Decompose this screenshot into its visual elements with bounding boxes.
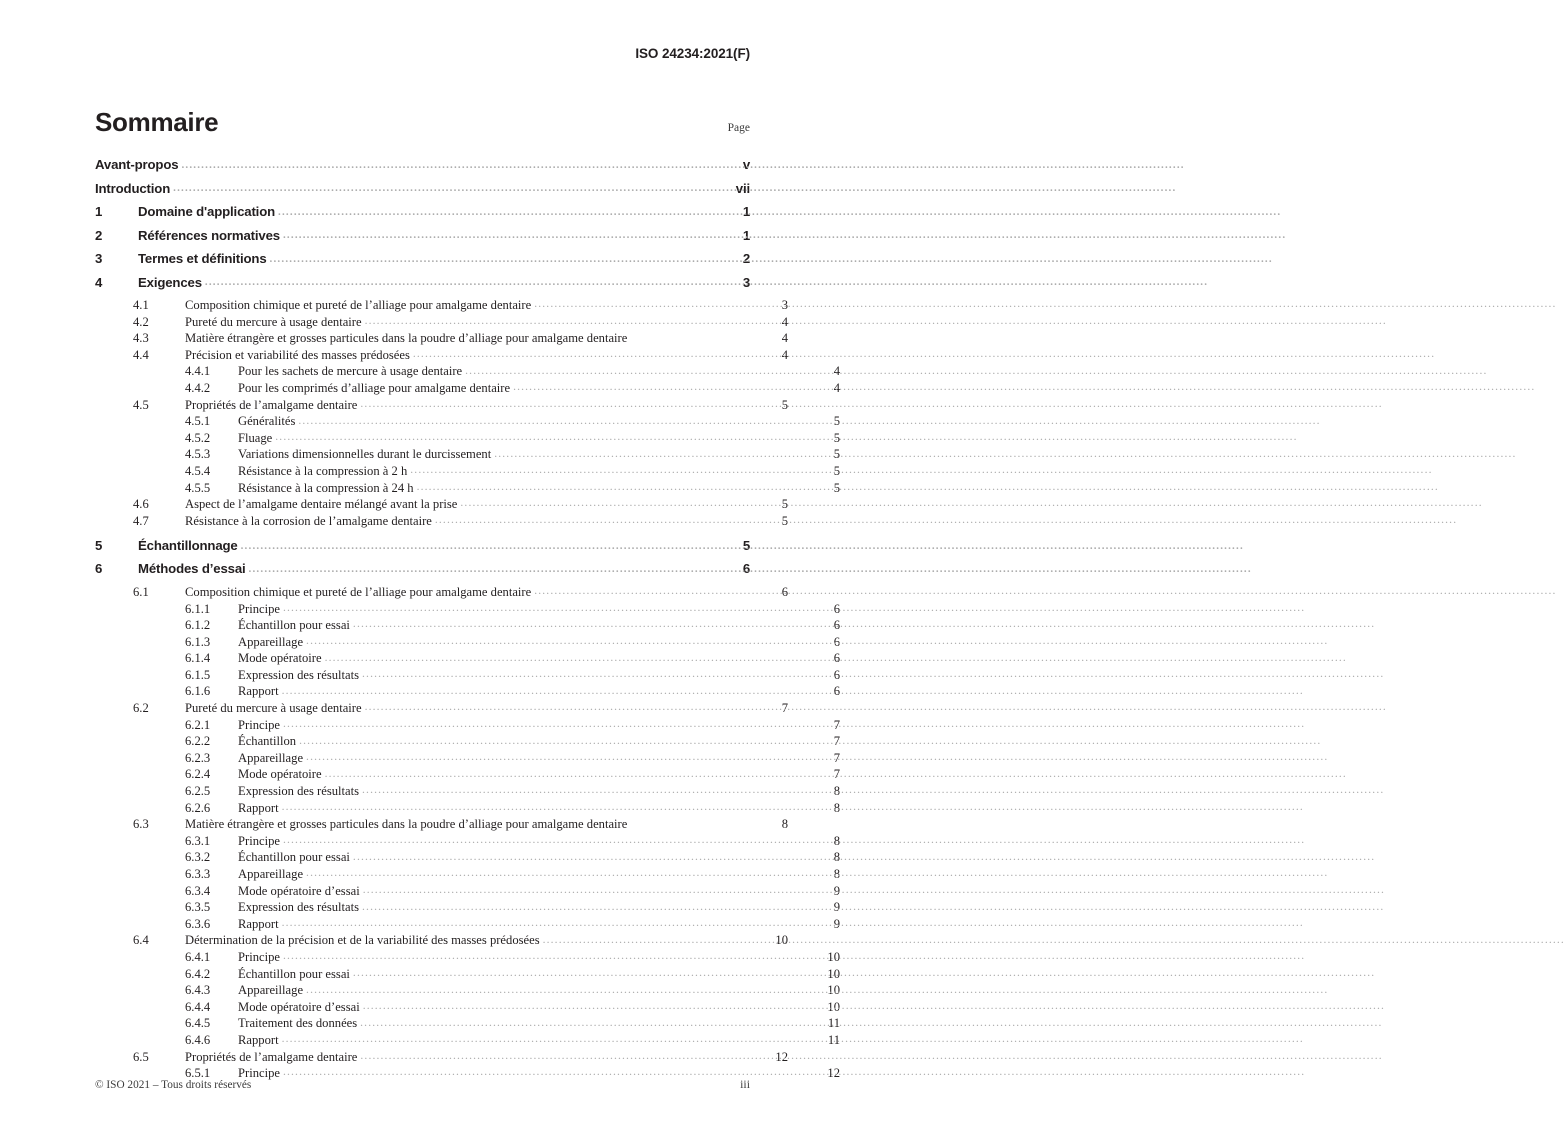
toc-entry-dot-leader	[283, 836, 822, 849]
toc-entry-page-number: 12	[775, 1049, 788, 1064]
toc-entry-number: 4.5.1	[185, 414, 211, 429]
toc-entry-number: 6.3.3	[185, 867, 211, 881]
toc-entry[interactable]	[95, 381, 840, 396]
toc-entry-number: 6.5	[133, 1049, 149, 1064]
toc-entry-dot-leader	[241, 540, 732, 553]
toc-entry-page-number: 3	[781, 298, 788, 312]
toc-entry-number: 6.1.6	[185, 684, 211, 699]
toc-entry-label: Expression des résultats	[238, 900, 360, 915]
toc-entry-page-number: 8	[781, 817, 788, 832]
toc-entry-page-number: 9	[833, 900, 840, 915]
toc-entry[interactable]	[95, 298, 788, 313]
toc-entry-number: 6.1.4	[185, 651, 211, 666]
toc-entry-page-number: 5	[742, 537, 750, 553]
toc-entry-dot-leader	[534, 587, 770, 600]
toc-entry-label: Rapport	[238, 916, 279, 931]
toc-entry-page-number: 1	[742, 227, 750, 243]
toc-entry-page-number: 5	[781, 397, 788, 412]
toc-entry-number: 4.4.1	[185, 364, 211, 379]
toc-entry[interactable]	[95, 668, 840, 683]
toc-entry-page-number: 6	[833, 618, 840, 633]
toc-entry-page-number: 6	[742, 561, 750, 577]
toc-entry[interactable]	[95, 967, 840, 982]
toc-entry-number: 6.4.1	[185, 949, 211, 964]
toc-entry-dot-leader	[360, 400, 770, 413]
toc-entry-dot-leader	[362, 670, 822, 683]
toc-entry[interactable]	[95, 933, 788, 948]
page-title: Sommaire	[95, 107, 219, 137]
toc-entry-dot-leader	[306, 637, 822, 650]
toc-entry-label: Échantillonnage	[138, 537, 238, 553]
toc-entry-label: Appareillage	[238, 634, 304, 649]
toc-entry-page-number: 10	[827, 949, 840, 964]
toc-entry[interactable]	[95, 884, 840, 899]
toc-entry-dot-leader	[306, 753, 822, 766]
toc-entry-page-number: 5	[781, 513, 788, 528]
toc-entry-dot-leader	[363, 1002, 822, 1015]
toc-entry-page-number: 6	[781, 584, 788, 599]
toc-entry[interactable]	[95, 157, 750, 172]
toc-entry-number: 6.2.5	[185, 784, 211, 799]
toc-entry-label: Appareillage	[238, 867, 304, 881]
toc-entry[interactable]	[95, 398, 788, 413]
toc-entry-dot-leader	[494, 449, 822, 462]
document-footer	[95, 1077, 750, 1092]
toc-entry-page-number: 8	[833, 784, 840, 799]
toc-entry[interactable]	[95, 602, 840, 617]
toc-entry-number: 6.2.3	[185, 750, 211, 765]
toc-entry[interactable]	[95, 900, 840, 915]
toc-entry-page-number: 8	[833, 867, 840, 881]
toc-entry-dot-leader	[325, 769, 822, 782]
toc-entry-dot-leader	[275, 433, 822, 446]
toc-entry-page-number: 8	[833, 833, 840, 848]
toc-entry-label: Principe	[238, 717, 280, 732]
toc-entry-number: 4.5	[133, 397, 149, 412]
toc-entry-number: 6.1.1	[185, 601, 211, 616]
toc-entry[interactable]	[95, 585, 788, 600]
toc-entry-page-number: 8	[833, 850, 840, 865]
toc-entry[interactable]	[95, 561, 750, 576]
toc-entry[interactable]	[95, 701, 788, 716]
toc-entry-number: 4.5.2	[185, 430, 211, 445]
toc-entry[interactable]	[95, 251, 750, 266]
toc-entry-dot-leader	[630, 333, 770, 346]
toc-entry-label: Résistance à la compression à 2 h	[238, 463, 408, 478]
toc-entry-number: 6.2.6	[185, 800, 211, 815]
toc-entry-dot-leader	[362, 786, 822, 799]
toc-entry-dot-leader	[299, 736, 822, 749]
toc-entry[interactable]	[95, 817, 788, 832]
toc-entry-number: 4.5.5	[185, 480, 211, 495]
toc-entry-label: Expression des résultats	[238, 667, 360, 682]
toc-entry-dot-leader	[630, 819, 770, 832]
toc-entry-dot-leader	[353, 620, 822, 633]
toc-entry-page-number: 11	[827, 1032, 840, 1047]
toc-entry-label: Appareillage	[238, 983, 304, 998]
toc-entry-number: 6.3.2	[185, 850, 211, 865]
toc-entry[interactable]	[95, 1033, 840, 1048]
toc-entry-dot-leader	[325, 653, 822, 666]
toc-entry-page-number: 5	[833, 447, 840, 462]
toc-entry-label: Méthodes d’essai	[138, 561, 246, 577]
toc-entry[interactable]	[95, 651, 840, 666]
toc-entry-page-number: 9	[833, 883, 840, 898]
toc-entry-number: 6.2.4	[185, 767, 211, 782]
toc-entry-page-number: 10	[827, 983, 840, 998]
toc-entry-label: Principe	[238, 833, 280, 848]
toc-entry-dot-leader	[298, 416, 822, 429]
toc-entry-number: 6.1.2	[185, 618, 211, 633]
toc-entry-dot-leader	[282, 803, 822, 816]
toc-entry[interactable]	[95, 684, 840, 699]
toc-entry[interactable]	[95, 204, 750, 219]
toc-entry[interactable]	[95, 275, 750, 290]
toc-entry-page-number: 3	[742, 274, 750, 290]
toc-entry-label: Traitement des données	[238, 1016, 358, 1031]
toc-entry[interactable]	[95, 414, 840, 429]
toc-entry[interactable]	[95, 447, 840, 462]
toc-entry-page-number: 7	[833, 717, 840, 732]
toc-entry-number: 4.2	[133, 314, 149, 329]
toc-entry-dot-leader	[306, 985, 822, 998]
toc-entry[interactable]	[95, 181, 750, 196]
toc-entry-dot-leader	[363, 886, 822, 899]
toc-entry-label: Variations dimensionnelles durant le durcissement	[238, 447, 492, 462]
toc-entry-number: 6.4.5	[185, 1016, 211, 1031]
toc-entry-label: Aspect de l’amalgame dentaire mélangé avant la prise	[185, 497, 458, 512]
toc-entry-label: Détermination de la précision et de la variabilité des masses prédosées	[185, 933, 540, 948]
footer-page-number: iii	[740, 1077, 750, 1091]
toc-entry-number: 4.6	[133, 497, 149, 512]
toc-entry-label: Exigences	[138, 274, 202, 290]
toc-entry-page-number: 6	[833, 667, 840, 682]
toc-entry[interactable]	[95, 1050, 788, 1065]
toc-entry-page-number: 9	[833, 916, 840, 931]
toc-entry-dot-leader	[249, 564, 732, 577]
toc-entry[interactable]	[95, 364, 840, 379]
toc-entry-number: 4.4.2	[185, 380, 211, 395]
toc-entry[interactable]	[95, 431, 840, 446]
toc-entry[interactable]	[95, 331, 788, 346]
toc-entry-label: Rapport	[238, 800, 279, 815]
toc-entry-dot-leader	[513, 383, 822, 396]
toc-entry-dot-leader	[360, 1018, 822, 1031]
footer-copyright: © ISO 2021 – Tous droits réservés	[95, 1079, 252, 1091]
toc-entry-page-number: 4	[833, 380, 840, 395]
toc-entry-dot-leader	[435, 516, 770, 529]
toc-entry-label: Mode opératoire d’essai	[238, 999, 360, 1014]
toc-entry-dot-leader	[173, 183, 732, 196]
toc-entry-dot-leader	[283, 952, 822, 965]
toc-entry-number: 6.3.1	[185, 833, 211, 848]
toc-entry-page-number: 5	[833, 414, 840, 429]
toc-entry-page-number: 10	[827, 999, 840, 1014]
toc-entry-label: Mode opératoire	[238, 651, 322, 666]
toc-entry[interactable]	[95, 1016, 840, 1031]
toc-entry-number: 6.4.3	[185, 983, 211, 998]
toc-entry[interactable]	[95, 497, 788, 512]
toc-entry-page-number: 12	[827, 1066, 840, 1081]
toc-entry[interactable]	[95, 348, 788, 363]
toc-entry-dot-leader	[360, 1052, 770, 1065]
toc-entry-label: Résistance à la corrosion de l’amalgame dentaire	[185, 513, 432, 528]
toc-entry-label: Échantillon pour essai	[238, 618, 350, 633]
toc-entry-number: 4.1	[133, 298, 149, 312]
toc-entry-label: Références normatives	[138, 227, 280, 243]
toc-entry-label: Précision et variabilité des masses prédosées	[185, 347, 410, 362]
toc-entry-page-number: 5	[833, 463, 840, 478]
toc-entry-label: Expression des résultats	[238, 784, 360, 799]
toc-entry-dot-leader	[353, 969, 822, 982]
toc-entry[interactable]	[95, 618, 840, 633]
toc-entry-page-number: 7	[833, 750, 840, 765]
toc-entry-number: 6.1.3	[185, 634, 211, 649]
toc-entry-number: 2	[95, 227, 103, 243]
toc-entry-label: Pour les comprimés d’alliage pour amalgame dentaire	[238, 380, 511, 395]
toc-entry-dot-leader	[283, 604, 822, 617]
toc-entry-dot-leader	[181, 159, 732, 172]
toc-entry[interactable]	[95, 464, 840, 479]
toc-entry-page-number: 7	[833, 734, 840, 749]
toc-entry-number: 6.3.6	[185, 916, 211, 931]
toc-entry-dot-leader	[270, 253, 732, 266]
toc-entry-label: Termes et définitions	[138, 251, 267, 266]
toc-entry-page-number: 6	[833, 651, 840, 666]
toc-entry-dot-leader	[362, 902, 822, 915]
toc-entry-dot-leader	[410, 466, 822, 479]
toc-entry[interactable]	[95, 834, 840, 849]
toc-entry[interactable]	[95, 635, 840, 650]
toc-entry[interactable]	[95, 917, 840, 932]
toc-entry-number: 4.7	[133, 513, 149, 528]
toc-entry-number: 6.4	[133, 933, 149, 948]
toc-entry-number: 6.3.5	[185, 900, 211, 915]
toc-entry-page-number: 2	[742, 251, 750, 266]
toc-entry-label: Rapport	[238, 684, 279, 699]
toc-entry-page-number: 4	[781, 331, 788, 346]
toc-entry-label: Pureté du mercure à usage dentaire	[185, 314, 362, 329]
toc-entry-number: 5	[95, 537, 103, 553]
toc-entry-number: 6.4.2	[185, 966, 211, 981]
toc-entry[interactable]	[95, 734, 840, 749]
toc-entry-number: 4	[95, 274, 103, 290]
toc-entry-page-number: vii	[735, 180, 750, 196]
toc-entry-label: Mode opératoire d’essai	[238, 883, 360, 898]
toc-entry-number: 4.4	[133, 347, 149, 362]
toc-entry-page-number: 10	[775, 933, 788, 948]
toc-entry[interactable]	[95, 784, 840, 799]
toc-entry[interactable]	[95, 983, 840, 998]
toc-entry-number: 6.1	[133, 584, 149, 599]
toc-entry-page-number: 4	[781, 347, 788, 362]
toc-title-row	[95, 107, 750, 138]
toc-entry-page-number: 6	[833, 684, 840, 699]
toc-entry-number: 6.2.2	[185, 734, 211, 749]
toc-entry-number: 6.2.1	[185, 717, 211, 732]
toc-entry-label: Composition chimique et pureté de l’alliage pour amalgame dentaire	[185, 584, 532, 599]
toc-entry[interactable]	[95, 315, 788, 330]
toc-entry-number: 6.3.4	[185, 883, 211, 898]
toc-entry-page-number: 5	[833, 430, 840, 445]
toc-entry-label: Principe	[238, 949, 280, 964]
table-of-contents	[95, 157, 840, 1083]
toc-entry-page-number: 10	[827, 966, 840, 981]
toc-entry-number: 6.5.1	[185, 1066, 211, 1081]
document-header-standard-reference: ISO 24234:2021(F)	[635, 46, 750, 61]
toc-entry-number: 6.3	[133, 817, 149, 832]
toc-entry-number: 6	[95, 561, 103, 577]
toc-entry-label: Propriétés de l’amalgame dentaire	[185, 1049, 358, 1064]
toc-entry[interactable]	[95, 718, 840, 733]
toc-entry-dot-leader	[306, 869, 822, 882]
toc-entry-label: Propriétés de l’amalgame dentaire	[185, 397, 358, 412]
toc-entry-dot-leader	[465, 366, 822, 379]
toc-entry-page-number: 6	[833, 601, 840, 616]
toc-entry-dot-leader	[282, 686, 822, 699]
toc-entry-dot-leader	[353, 852, 822, 865]
toc-entry[interactable]	[95, 514, 788, 529]
toc-entry-number: 4.5.4	[185, 463, 211, 478]
toc-entry-dot-leader	[282, 1035, 822, 1048]
toc-entry-page-number: 4	[781, 314, 788, 329]
toc-entry-label: Généralités	[238, 414, 296, 429]
toc-entry-label: Pour les sachets de mercure à usage dentaire	[238, 364, 463, 379]
toc-entry[interactable]	[95, 481, 840, 496]
toc-entry-page-number: 7	[781, 701, 788, 716]
toc-entry-page-number: 5	[833, 480, 840, 495]
toc-entry-number: 6.2	[133, 701, 149, 716]
toc-entry-label: Échantillon	[238, 734, 297, 749]
toc-entry-dot-leader	[460, 499, 770, 512]
toc-entry-label: Domaine d'application	[138, 204, 276, 219]
toc-entry-page-number: 6	[833, 634, 840, 649]
toc-entry-label: Pureté du mercure à usage dentaire	[185, 701, 362, 716]
toc-entry-dot-leader	[278, 206, 732, 219]
toc-entry-page-number: 7	[833, 767, 840, 782]
toc-entry-page-number: v	[742, 157, 750, 172]
toc-entry-label: Échantillon pour essai	[238, 850, 350, 865]
toc-entry-dot-leader	[365, 703, 770, 716]
toc-entry-label: Échantillon pour essai	[238, 966, 350, 981]
toc-entry-dot-leader	[205, 277, 732, 290]
toc-entry-dot-leader	[413, 350, 770, 363]
toc-entry[interactable]	[95, 867, 840, 882]
toc-entry-label: Introduction	[95, 180, 171, 196]
toc-entry-dot-leader	[534, 300, 770, 313]
toc-entry-number: 6.4.4	[185, 999, 211, 1014]
toc-entry-dot-leader	[283, 720, 822, 733]
toc-entry[interactable]	[95, 228, 750, 243]
toc-entry-page-number: 4	[833, 364, 840, 379]
toc-entry-number: 4.5.3	[185, 447, 211, 462]
toc-entry[interactable]	[95, 538, 750, 553]
toc-entry-label: Résistance à la compression à 24 h	[238, 480, 414, 495]
toc-entry-label: Avant-propos	[95, 157, 179, 172]
toc-entry[interactable]	[95, 767, 840, 782]
toc-entry-dot-leader	[282, 919, 822, 932]
toc-entry[interactable]	[95, 801, 840, 816]
toc-entry-label: Fluage	[238, 430, 273, 445]
toc-entry-label: Principe	[238, 1066, 280, 1081]
toc-entry-label: Rapport	[238, 1032, 279, 1047]
toc-entry-number: 1	[95, 204, 103, 219]
toc-entry-number: 6.4.6	[185, 1032, 211, 1047]
toc-entry-label: Mode opératoire	[238, 767, 322, 782]
toc-entry[interactable]	[95, 1000, 840, 1015]
toc-entry-dot-leader	[417, 483, 822, 496]
toc-entry-label: Matière étrangère et grosses particules dans la poudre d’alliage pour amalgame dentaire	[185, 331, 628, 346]
toc-entry-dot-leader	[283, 230, 732, 243]
toc-entry-label: Matière étrangère et grosses particules dans la poudre d’alliage pour amalgame dentaire	[185, 817, 628, 832]
toc-entry[interactable]	[95, 751, 840, 766]
toc-entry-number: 3	[95, 251, 103, 266]
toc-entry-label: Appareillage	[238, 750, 304, 765]
toc-entry-label: Principe	[238, 601, 280, 616]
page-column-header: Page	[727, 122, 750, 134]
toc-entry-dot-leader	[543, 935, 770, 948]
toc-entry-page-number: 5	[781, 497, 788, 512]
toc-entry-page-number: 1	[742, 204, 750, 219]
toc-entry-dot-leader	[365, 317, 770, 330]
toc-entry[interactable]	[95, 950, 840, 965]
toc-entry-page-number: 11	[827, 1016, 840, 1031]
toc-entry-number: 6.1.5	[185, 667, 211, 682]
toc-entry-page-number: 8	[833, 800, 840, 815]
toc-entry[interactable]	[95, 850, 840, 865]
toc-entry-label: Composition chimique et pureté de l’alliage pour amalgame dentaire	[185, 298, 532, 312]
toc-entry-number: 4.3	[133, 331, 149, 346]
